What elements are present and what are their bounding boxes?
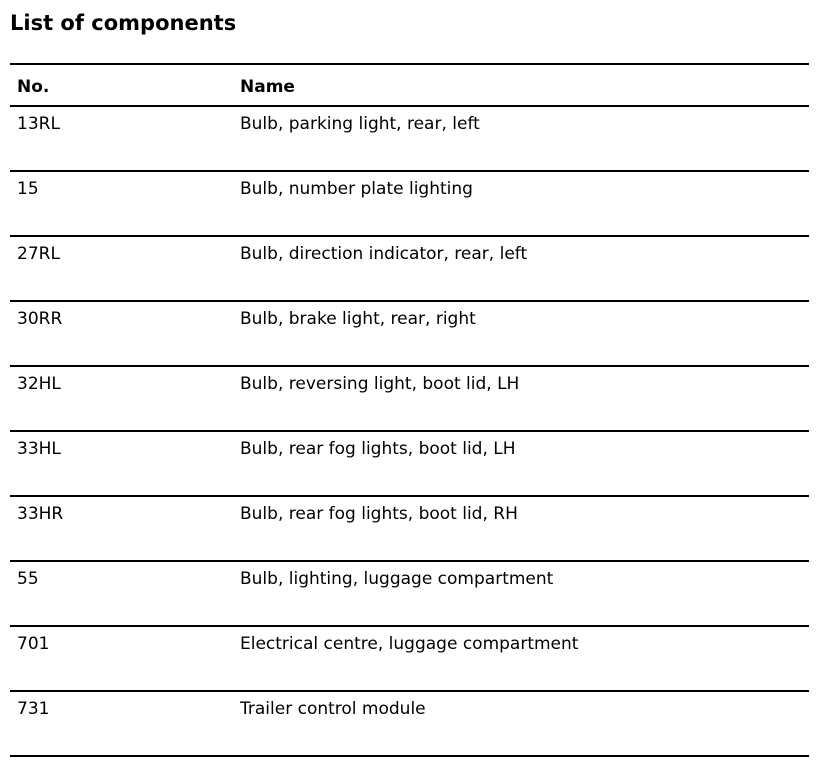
table-row bbox=[10, 301, 809, 366]
component-name: Bulb, rear fog lights, boot lid, LH bbox=[240, 439, 516, 459]
component-name: Bulb, direction indicator, rear, left bbox=[240, 244, 528, 264]
component-number: 33HR bbox=[17, 504, 64, 524]
table-row bbox=[10, 366, 809, 431]
component-name: Electrical centre, luggage compartment bbox=[240, 634, 579, 654]
component-number: 32HL bbox=[17, 374, 61, 394]
component-name: Bulb, lighting, luggage compartment bbox=[240, 569, 554, 589]
table-row bbox=[10, 236, 809, 301]
component-number: 55 bbox=[17, 569, 39, 589]
table-row bbox=[10, 626, 809, 691]
table-row bbox=[10, 496, 809, 561]
table-row bbox=[10, 431, 809, 496]
component-name: Bulb, number plate lighting bbox=[240, 179, 473, 199]
component-number: 701 bbox=[17, 634, 50, 654]
table-row bbox=[10, 691, 809, 756]
component-name: Trailer control module bbox=[240, 699, 426, 719]
table-row bbox=[10, 171, 809, 236]
component-number: 15 bbox=[17, 179, 39, 199]
table-body bbox=[10, 106, 809, 756]
component-name: Bulb, brake light, rear, right bbox=[240, 309, 476, 329]
component-name: Bulb, reversing light, boot lid, LH bbox=[240, 374, 520, 394]
column-header-name: Name bbox=[240, 77, 295, 97]
component-number: 30RR bbox=[17, 309, 63, 329]
component-number: 731 bbox=[17, 699, 50, 719]
component-number: 13RL bbox=[17, 114, 60, 134]
page-title: List of components bbox=[10, 11, 237, 35]
table-header bbox=[10, 64, 809, 106]
component-name: Bulb, rear fog lights, boot lid, RH bbox=[240, 504, 518, 524]
column-header-no: No. bbox=[17, 77, 50, 97]
component-number: 33HL bbox=[17, 439, 61, 459]
component-name: Bulb, parking light, rear, left bbox=[240, 114, 480, 134]
component-number: 27RL bbox=[17, 244, 60, 264]
table-row bbox=[10, 561, 809, 626]
header-row bbox=[10, 64, 809, 106]
components-table bbox=[10, 63, 809, 757]
table-row bbox=[10, 106, 809, 171]
